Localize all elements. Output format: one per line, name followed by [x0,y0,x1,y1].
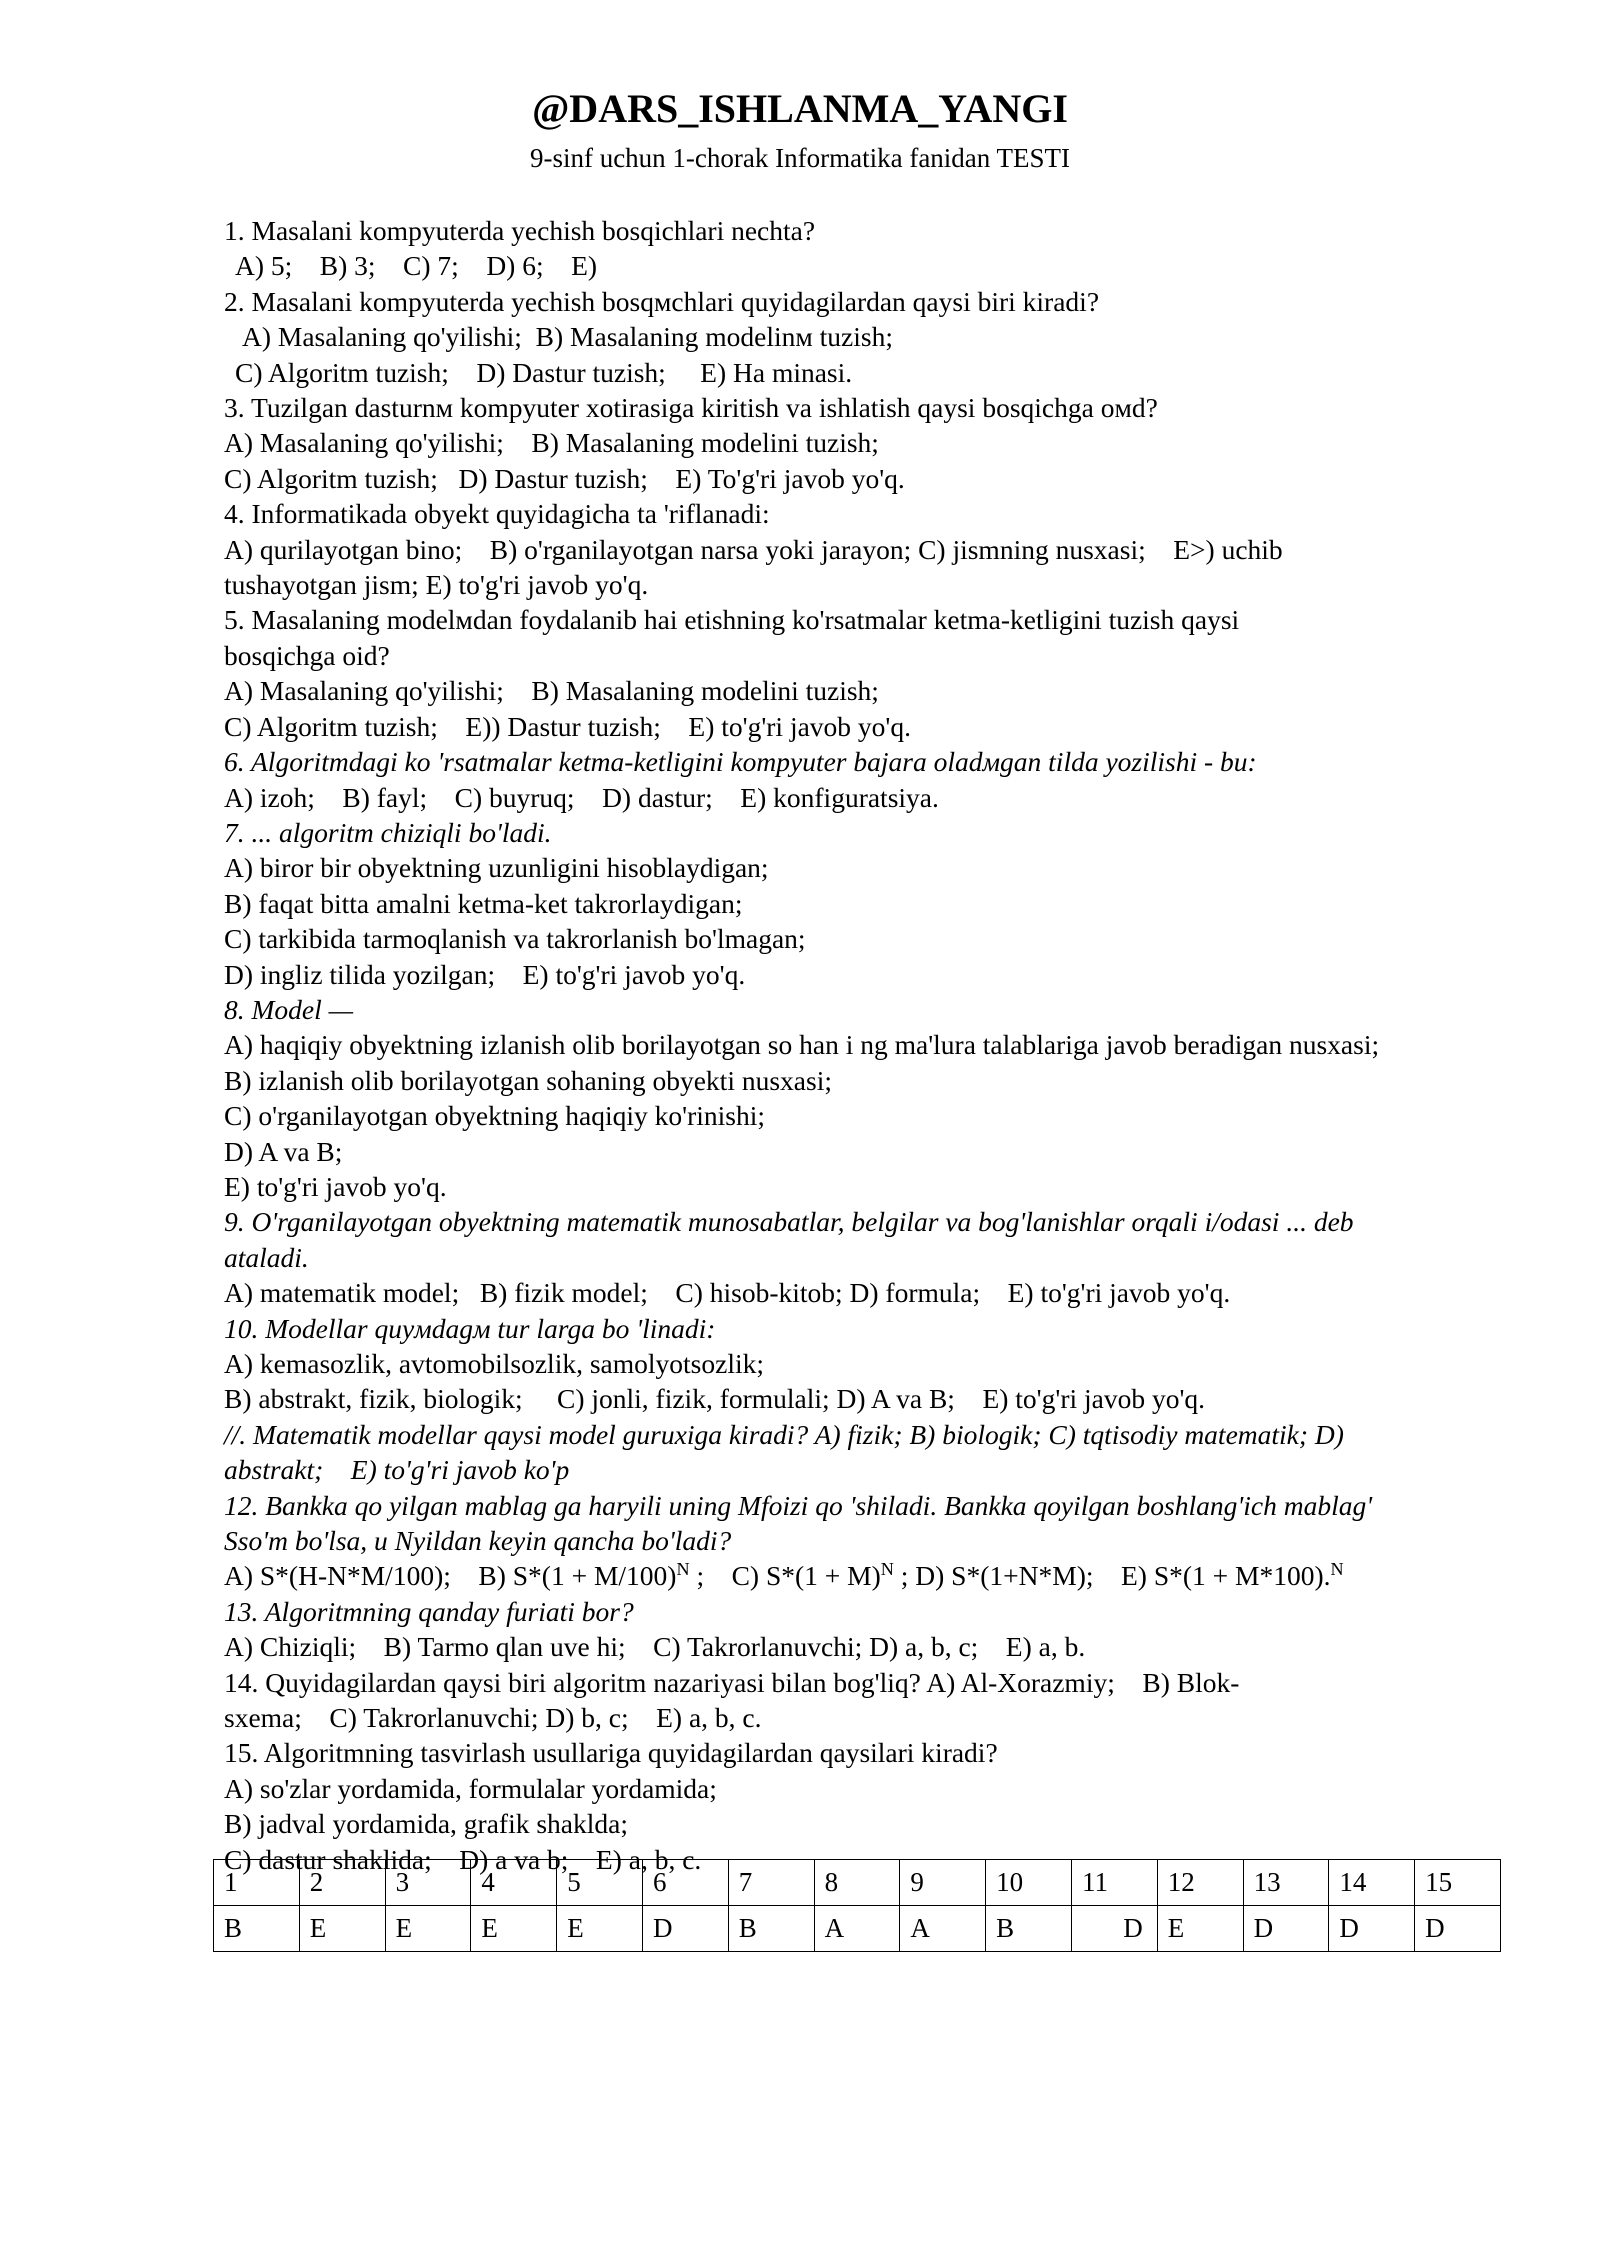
text-line-q15-option-a: A) so'zlar yordamida, formulalar yordamida; [224,1772,717,1804]
text-line-q10: 10. Modellar quyмdagм tur larga bo 'linadi: [224,1312,716,1344]
answer-table-number-cell: 15 [1415,1860,1501,1906]
text-line-q4-options-b: tushayotgan jism; E) to'g'ri javob yo'q. [224,569,649,601]
answer-table-number-cell: 7 [728,1860,814,1906]
text-line-q1: 1. Masalani kompyuterda yechish bosqichlari nechta? [224,215,816,246]
answer-table-number-cell: 8 [814,1860,900,1906]
answer-table-number-cell: 2 [299,1860,385,1906]
text-line-q9-a: 9. O'rganilayotgan obyektning matematik munosabatlar, belgilar va bog'lanishlar orqali i/odasi ... deb [224,1206,1354,1238]
answer-table-answer-cell: A [814,1906,900,1952]
answer-table-answer-cell: B [214,1906,300,1952]
text-line-q8-option-b: B) izlanish olib borilayotgan sohaning obyekti nusxasi; [224,1064,832,1096]
text-line-q7-option-b: B) faqat bitta amalni ketma-ket takrorlaydigan; [224,887,743,919]
text-line-q8-option-e: E) to'g'ri javob yo'q. [224,1170,447,1202]
text-line-q7: 7. ... algoritm chiziqli bo'ladi. [224,816,552,848]
text-line-q12-b: Sso'm bo'lsa, u Nyildan keyin qancha bo'ladi? [224,1525,732,1557]
text-line-q2-options-b: C) Algoritm tuzish; D) Dastur tuzish; E) Ha minasi. [235,356,853,388]
text-line-q1-options: A) 5; B) 3; C) 7; D) 6; E) [235,250,598,282]
text-line-q12-a: 12. Bankka qo yilgan mablag ga haryili uning Mfoizi qo 'shiladi. Bankka qoyilgan boshlang'ich mablag' [224,1489,1373,1521]
superscript-exponent: N [880,1559,894,1580]
text-line-q12-options: A) S*(H-N*M/100); B) $S*(1 + M/100)^N$ ; C) $S*(1 + M)^N$ ; D) S*(1+N*M); E) S*(1 + M*100).$^N$ [224,1559,1344,1592]
page-title: @DARS_ISHLANMA_YANGI [532,86,1068,131]
answer-table-number-cell: 9 [900,1860,986,1906]
answer-table-number-cell: 1 [214,1860,300,1906]
answer-table-answer-cell: E [1157,1906,1243,1952]
text-line-q3: 3. Tuzilgan dasturnм kompyuter xotirasiga kiritish va ishlatish qaysi bosqichga oмd? [224,392,1158,424]
text-line-q8: 8. Model — [224,993,354,1025]
text-line-q5-options-b: C) Algoritm tuzish; E)) Dastur tuzish; E) to'g'ri javob yo'q. [224,710,912,742]
text-line-q14-b: sxema; C) Takrorlanuvchi; D) b, c; E) a, b, c. [224,1702,762,1734]
text-line-q7-option-c: C) tarkibida tarmoqlanish va takrorlanish bo'lmagan; [224,923,806,955]
text-line-q8-option-c: C) o'rganilayotgan obyektning haqiqiy ko'rinishi; [224,1100,766,1132]
text-line-q11-b: abstrakt; E) to'g'ri javob ko'p [224,1454,570,1486]
text-line-q2-options-a: A) Masalaning qo'yilishi; B) Masalaning modelinм tuzish; [242,321,893,353]
text-line-q6: 6. Algoritmdagi ko 'rsatmalar ketma-ketligini kompyuter bajara oladмgan tilda yozilishi - bu: [224,746,1257,778]
text-line-q11-a: //. Matematik modellar qaysi model guruxiga kiradi? A) fizik; B) biologik; C) tqtisodiy matematik; D) [224,1418,1344,1450]
text-line-q5-b: bosqichga oid? [224,639,390,671]
answer-table-answer-cell: A [900,1906,986,1952]
text-line-q4-options-a: A) qurilayotgan bino; B) o'rganilayotgan narsa yoki jarayon; C) jismning nusxasi; E>) uchib [224,533,1283,565]
answer-table-answer-cell: B [728,1906,814,1952]
text-line-q6-options: A) izoh; B) fayl; C) buyruq; D) dastur; E) konfiguratsiya. [224,781,939,813]
answer-key-table-wrapper [213,1859,1501,1952]
answer-table-number-cell: 10 [986,1860,1072,1906]
answer-table-number-cell: 4 [471,1860,557,1906]
answer-table-answer-cell: D [1415,1906,1501,1952]
answer-table-answer-cell: D [1243,1906,1329,1952]
page-subtitle: 9-sinf uchun 1-chorak Informatika fanidan TESTI [529,143,1071,173]
text-line-q13-options: A) Chiziqli; B) Tarmo qlan uve hi; C) Takrorlanuvchi; D) a, b, c; E) a, b. [224,1631,1086,1663]
text-line-q7-option-d: D) ingliz tilida yozilgan; E) to'g'ri javob yo'q. [224,958,746,990]
text-line-q10-option-b: B) abstrakt, fizik, biologik; C) jonli, fizik, formulali; D) A va B; E) to'g'ri javob yo'q. [224,1383,1206,1415]
answer-table-number-cell: 12 [1157,1860,1243,1906]
answer-table-answer-cell: E [557,1906,643,1952]
table-row-answers [214,1906,1501,1952]
answer-table-number-cell: 14 [1329,1860,1415,1906]
test-questions-body [224,213,1476,1877]
answer-table-answer-cell: D [642,1906,728,1952]
superscript-exponent: N [1330,1559,1344,1580]
answer-table-number-cell: 11 [1071,1860,1157,1906]
superscript-exponent: N [676,1559,690,1580]
answer-table-number-cell: 5 [557,1860,643,1906]
text-line-q9-b: ataladi. [224,1241,309,1273]
text-line-q15-option-b: B) jadval yordamida, grafik shaklda; [224,1808,628,1840]
text-line-q8-option-d: D) A va B; [224,1135,343,1167]
text-line-q15: 15. Algoritmning tasvirlash usullariga quyidagilardan qaysilari kiradi? [224,1737,998,1769]
text-line-q15-option-c: C) dastur shaklida; D) a va b; E) a, b, c. [224,1843,702,1875]
answer-table-answer-cell: E [299,1906,385,1952]
answer-table-answer-cell: E [385,1906,471,1952]
text-line-q9-options: A) matematik model; B) fizik model; C) hisob-kitob; D) formula; E) to'g'ri javob yo'q. [224,1277,1231,1309]
answer-table-number-cell: 13 [1243,1860,1329,1906]
answer-table-answer-cell: D [1329,1906,1415,1952]
text-line-q2: 2. Masalani kompyuterda yechish bosqмchlari quyidagilardan qaysi biri kiradi? [224,285,1100,317]
answer-table-number-cell: 3 [385,1860,471,1906]
answer-key-table [213,1859,1501,1952]
text-line-q4: 4. Informatikada obyekt quyidagicha ta 'riflanadi: [224,498,770,530]
text-line-q5-options-a: A) Masalaning qo'yilishi; B) Masalaning modelini tuzish; [224,675,879,707]
text-line-q3-options-a: A) Masalaning qo'yilishi; B) Masalaning modelini tuzish; [224,427,879,459]
text-line-q3-options-b: C) Algoritm tuzish; D) Dastur tuzish; E) To'g'ri javob yo'q. [224,462,905,494]
text-line-q7-option-a: A) biror bir obyektning uzunligini hisoblaydigan; [224,852,769,884]
answer-table-answer-cell: E [471,1906,557,1952]
answer-table-answer-cell: B [986,1906,1072,1952]
question-lines-host [224,213,1476,1877]
text-line-q10-option-a: A) kemasozlik, avtomobilsozlik, samolyotsozlik; [224,1348,764,1379]
text-line-q13: 13. Algoritmning qanday furiati bor? [224,1595,634,1627]
answer-table-answer-cell: D [1071,1906,1157,1952]
answer-table-number-cell: 6 [642,1860,728,1906]
table-row-question-numbers [214,1860,1501,1906]
text-line-q5-a: 5. Masalaning modelмdan foydalanib hai etishning ko'rsatmalar ketma-ketligini tuzish qaysi [224,604,1240,636]
text-line-q8-option-a: A) haqiqiy obyektning izlanish olib borilayotgan so han i ng ma'lura talablariga javob beradigan nusxasi; [224,1029,1380,1061]
text-line-q14-a: 14. Quyidagilardan qaysi biri algoritm nazariyasi bilan bog'liq? A) Al-Xorazmiy; B) Blok- [224,1666,1240,1698]
